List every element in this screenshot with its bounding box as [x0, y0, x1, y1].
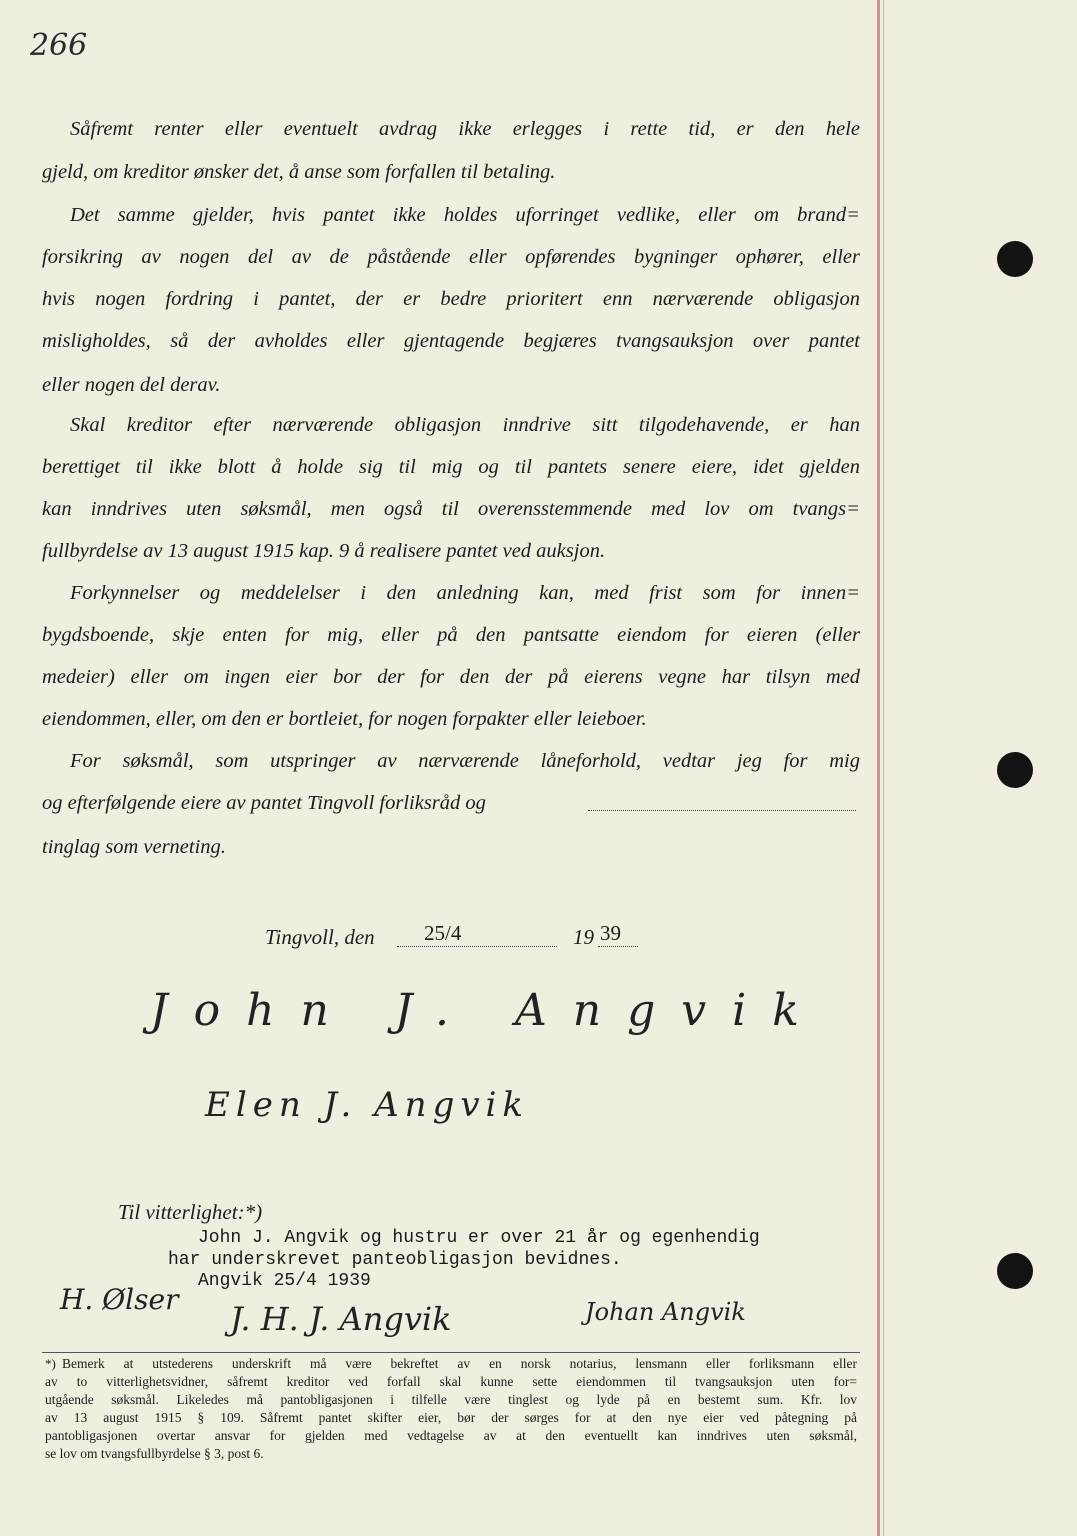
paragraph-line: medeier) eller om ingen eier bor der for den der på eierens vegne har tilsyn med [42, 666, 860, 688]
footnote-rule [42, 1352, 860, 1353]
footnote-line: av 13 august 1915 § 109. Såfremt pantet skifter eier, bør der sørges for at den nye eier ved påtegning på [45, 1410, 857, 1425]
witness-typed-line: Angvik 25/4 1939 [198, 1271, 371, 1291]
punch-hole-middle [997, 752, 1033, 788]
paragraph-line: eller nogen del derav. [42, 374, 221, 396]
signature-1: John J. Angvik [150, 985, 825, 1036]
paragraph-line: hvis nogen fordring i pantet, der er bedre prioritert enn nærværende obligasjon [42, 288, 860, 310]
paragraph-line: og efterfølgende eiere av pantet Tingvoll forliksråd og [42, 792, 486, 814]
footnote-line: Bemerk at utstederens underskrift må være bekreftet av en norsk notarius, lensmann eller forliksmann eller [62, 1356, 857, 1371]
witness-typed-line: har underskrevet panteobligasjon bevidnes. [168, 1250, 622, 1270]
paragraph-line: eiendommen, eller, om den er bortleiet, for nogen forpakter eller leieboer. [42, 708, 647, 730]
punch-hole-top [997, 241, 1033, 277]
witness-signature-1: J. H. J. Angvik [230, 1300, 452, 1338]
date-year-prefix: 19 [573, 925, 594, 949]
paragraph-line: misligholdes, så der avholdes eller gjentagende begjæres tvangsauksjon over pantet [42, 330, 860, 352]
paragraph-line: berettiget til ikke blott å holde sig til mig og til pantets senere eiere, idet gjelden [42, 456, 860, 478]
footnote-line: pantobligasjonen overtar ansvar for gjelden med vedtagelse av at den eventuellt kan inndrives uten søksmål, [45, 1428, 857, 1443]
footnote-line: av to vitterlighetsvidner, såfremt kreditor ved forfall skal kunne sette eiendommen til tvangsauksjon uten for= [45, 1374, 857, 1389]
footnote-line: se lov om tvangsfullbyrdelse § 3, post 6. [45, 1446, 264, 1461]
witness-heading: Til vitterlighet:*) [118, 1200, 263, 1224]
witness-typed-line: John J. Angvik og hustru er over 21 år og egenhendig [198, 1228, 760, 1248]
witness-signature-2: Johan Angvik [585, 1298, 746, 1326]
year-fill-line [598, 946, 638, 947]
blank-fill-line [588, 810, 856, 811]
paragraph-line: Såfremt renter eller eventuelt avdrag ikke erlegges i rette tid, er den hele [70, 118, 860, 140]
paragraph-line: Det samme gjelder, hvis pantet ikke holdes uforringet vedlike, eller om brand= [70, 204, 860, 226]
red-margin-line [877, 0, 880, 1536]
witness-initials-signature: H. Ølser [60, 1283, 179, 1316]
paragraph-line: bygdsboende, skje enten for mig, eller på den pantsatte eiendom for eieren (eller [42, 624, 860, 646]
red-margin-line-secondary [883, 0, 884, 1536]
paragraph-line: forsikring av nogen del av de påstående eller opførendes bygninger ophører, eller [42, 246, 860, 268]
date-place: Tingvoll, den [265, 925, 375, 949]
date-day-month: 25/4 [424, 921, 462, 945]
punch-hole-bottom [997, 1253, 1033, 1289]
paragraph-line: tinglag som verneting. [42, 836, 226, 858]
paragraph-line: gjeld, om kreditor ønsker det, å anse som forfallen til betaling. [42, 161, 556, 183]
paragraph-line: fullbyrdelse av 13 august 1915 kap. 9 å realisere pantet ved auksjon. [42, 540, 606, 562]
paragraph-line: For søksmål, som utspringer av nærværende låneforhold, vedtar jeg for mig [70, 750, 860, 772]
paragraph-line: Skal kreditor efter nærværende obligasjon inndrive sitt tilgodehavende, er han [70, 414, 860, 436]
page-number: 266 [30, 28, 88, 63]
date-year-suffix: 39 [600, 921, 621, 945]
date-fill-line [397, 946, 557, 947]
signature-2: Elen J. Angvik [205, 1085, 530, 1125]
paragraph-line: Forkynnelser og meddelelser i den anledning kan, med frist som for innen= [70, 582, 860, 604]
footnote-line: utgående søksmål. Likeledes må pantobligasjonen i tilfelle være tinglest og lyde på en bestemt sum. Kfr. lov [45, 1392, 857, 1407]
footnote-mark: *) [45, 1356, 56, 1371]
paragraph-line: kan inndrives uten søksmål, men også til overensstemmende med lov om tvangs= [42, 498, 860, 520]
